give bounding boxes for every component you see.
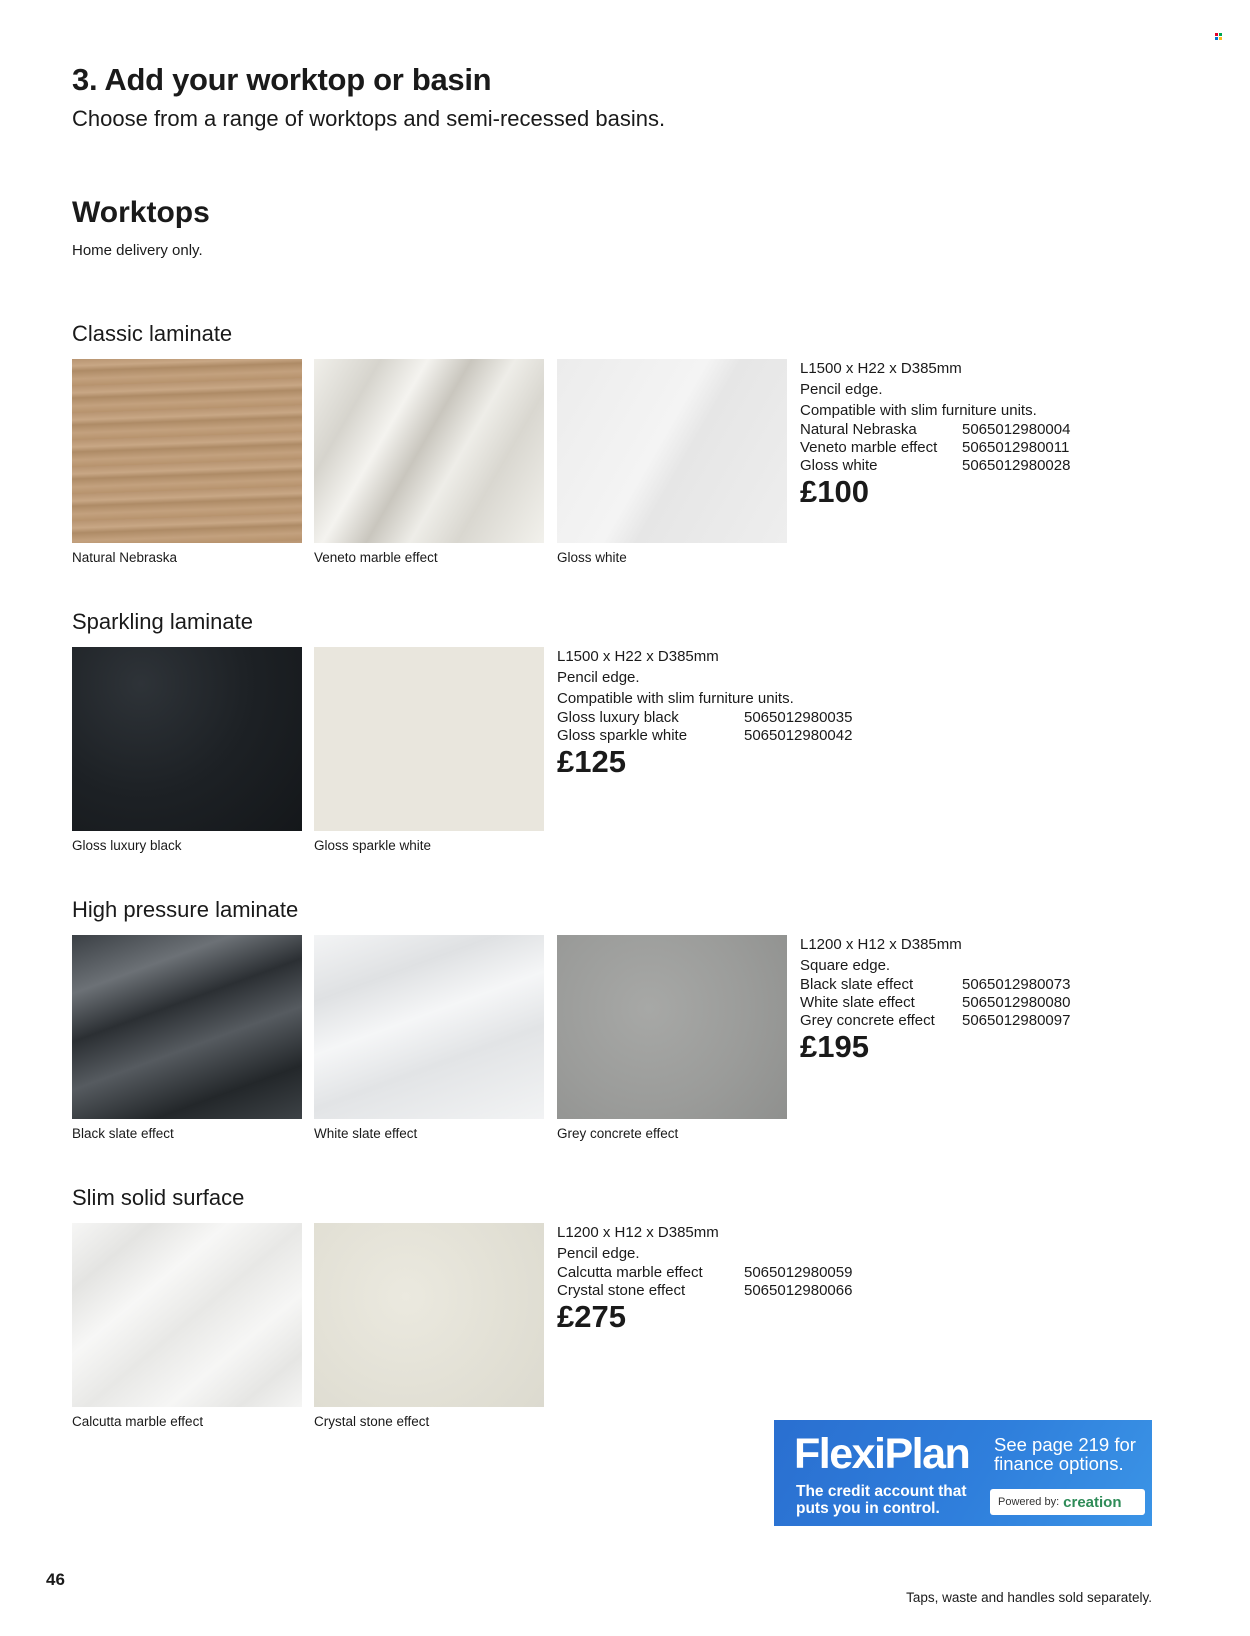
product-code: 5065012980097 (962, 1012, 1071, 1029)
swatch-gloss-white (557, 359, 787, 543)
spec-dimensions: L1500 x H22 x D385mm (557, 648, 719, 665)
finance-note (994, 1435, 1136, 1473)
page-title: 3. Add your worktop or basin (72, 62, 492, 97)
spec-block-classic (800, 358, 1071, 509)
group-title-solid-surface: Slim solid surface (72, 1185, 245, 1210)
product-row (800, 994, 1070, 1012)
product-name: Natural Nebraska (800, 421, 917, 438)
group-title-classic: Classic laminate (72, 321, 233, 346)
finance-note-line: finance options. (994, 1453, 1124, 1474)
finance-note-line: See page 219 for (994, 1434, 1136, 1455)
product-name: White slate effect (800, 994, 915, 1011)
powered-by-badge (990, 1489, 1145, 1515)
swatch-white-slate (314, 935, 544, 1119)
spec-edge: Pencil edge. (800, 381, 883, 398)
product-row (557, 1282, 852, 1300)
flexiplan-tagline (796, 1483, 967, 1517)
section-title: Worktops (72, 196, 210, 229)
swatch-calcutta-marble (72, 1223, 302, 1407)
swatch-caption: Veneto marble effect (314, 550, 438, 565)
swatch-caption: Calcutta marble effect (72, 1414, 204, 1429)
product-name: Gloss sparkle white (557, 727, 688, 744)
product-row (557, 727, 852, 745)
spec-dimensions: L1500 x H22 x D385mm (800, 360, 962, 377)
product-name: Veneto marble effect (800, 439, 938, 456)
swatch-veneto-marble (314, 359, 544, 543)
group-title-sparkling: Sparkling laminate (72, 609, 253, 634)
spec-edge: Pencil edge. (557, 1245, 640, 1262)
product-code: 5065012980073 (962, 976, 1071, 993)
product-row (800, 976, 1070, 994)
group-title-hpl: High pressure laminate (72, 897, 299, 922)
tagline-line: The credit account that (796, 1483, 967, 1500)
product-code: 5065012980059 (744, 1264, 853, 1281)
swatch-caption: Black slate effect (72, 1126, 174, 1141)
spec-edge: Pencil edge. (557, 669, 640, 686)
spec-compat: Compatible with slim furniture units. (800, 402, 1037, 419)
product-code: 5065012980011 (962, 439, 1070, 456)
swatch-grey-concrete (557, 935, 787, 1119)
swatch-caption: Crystal stone effect (314, 1414, 430, 1429)
swatch-caption: Natural Nebraska (72, 550, 178, 565)
swatch-gloss-luxury-black (72, 647, 302, 831)
price: £195 (800, 1029, 869, 1064)
product-code: 5065012980035 (744, 709, 853, 726)
spec-block-sparkling (557, 646, 853, 779)
flexiplan-logo: FlexiPlan (794, 1430, 970, 1478)
product-name: Grey concrete effect (800, 1012, 935, 1029)
product-row (557, 709, 852, 727)
tagline-line: puts you in control. (796, 1500, 940, 1517)
page-subtitle: Choose from a range of worktops and semi-recessed basins. (72, 106, 666, 131)
price: £125 (557, 744, 626, 779)
swatch-caption: Grey concrete effect (557, 1126, 679, 1141)
price: £275 (557, 1299, 626, 1334)
swatch-caption: White slate effect (314, 1126, 418, 1141)
product-code: 5065012980080 (962, 994, 1071, 1011)
swatch-caption: Gloss luxury black (72, 838, 182, 853)
spec-block-solid-surface (557, 1222, 853, 1334)
product-name: Gloss luxury black (557, 709, 679, 726)
product-name: Black slate effect (800, 976, 914, 993)
powered-by-label: Powered by: (998, 1496, 1060, 1508)
product-code: 5065012980004 (962, 421, 1071, 438)
product-row (800, 439, 1070, 457)
product-row (800, 1012, 1070, 1030)
footer-note: Taps, waste and handles sold separately. (906, 1590, 1152, 1605)
swatch-caption: Gloss white (557, 550, 627, 565)
product-row (557, 1264, 852, 1282)
product-name: Calcutta marble effect (557, 1264, 703, 1281)
spec-block-hpl (800, 934, 1071, 1064)
product-row (800, 457, 1070, 475)
spec-dimensions: L1200 x H12 x D385mm (557, 1224, 719, 1241)
product-code: 5065012980066 (744, 1282, 853, 1299)
flexiplan-banner[interactable] (774, 1420, 1152, 1526)
spec-dimensions: L1200 x H12 x D385mm (800, 936, 962, 953)
swatch-crystal-stone (314, 1223, 544, 1407)
swatch-natural-nebraska (72, 359, 302, 543)
product-row (800, 421, 1070, 439)
product-name: Crystal stone effect (557, 1282, 686, 1299)
spec-compat: Compatible with slim furniture units. (557, 690, 794, 707)
price: £100 (800, 474, 869, 509)
brand-logo-icon (1215, 33, 1223, 41)
product-code: 5065012980042 (744, 727, 853, 744)
delivery-note: Home delivery only. (72, 242, 203, 259)
creation-logo: creation (1063, 1493, 1122, 1511)
spec-edge: Square edge. (800, 957, 891, 974)
product-code: 5065012980028 (962, 457, 1071, 474)
swatch-gloss-sparkle-white (314, 647, 544, 831)
swatch-black-slate (72, 935, 302, 1119)
swatch-caption: Gloss sparkle white (314, 838, 432, 853)
page-number: 46 (46, 1570, 65, 1589)
product-name: Gloss white (800, 457, 878, 474)
